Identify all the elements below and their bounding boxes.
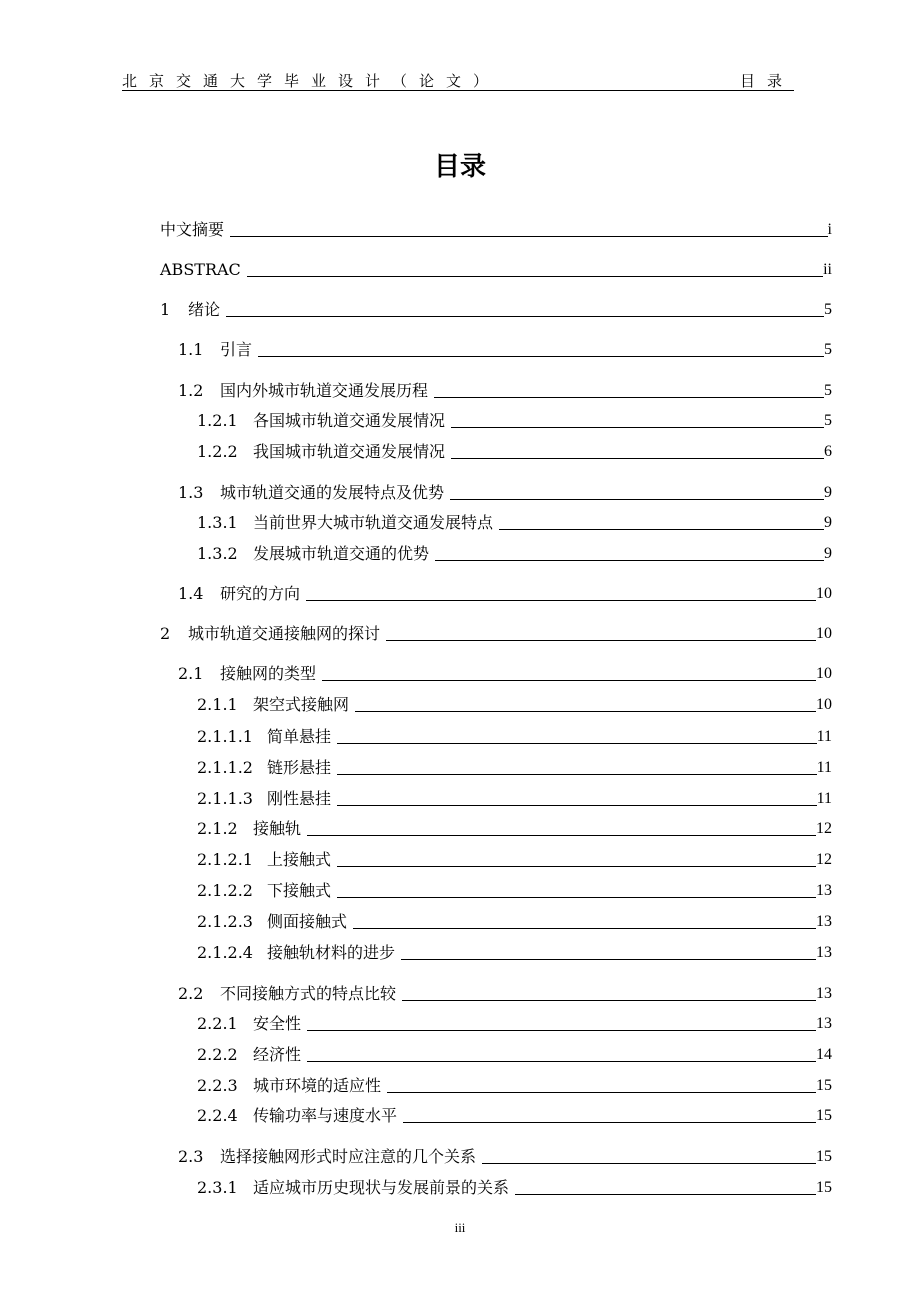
toc-entry[interactable] <box>160 258 832 280</box>
toc-entry-page: 6 <box>824 443 832 460</box>
toc-entry-page: 12 <box>816 851 832 868</box>
toc-entry[interactable] <box>197 787 832 809</box>
toc-leader-line <box>226 316 824 317</box>
toc-leader-line <box>451 458 824 459</box>
toc-entry-page: 11 <box>816 790 832 807</box>
toc-leader-line <box>307 1030 816 1031</box>
toc-leader-line <box>337 774 817 775</box>
toc-entry-page: 5 <box>824 412 832 429</box>
toc-entry[interactable] <box>197 1043 832 1065</box>
toc-entry-label: 中文摘要 <box>160 220 225 239</box>
toc-entry[interactable] <box>197 511 832 533</box>
toc-entry-number: 1.2.2 <box>197 442 238 461</box>
toc-leader-line <box>435 560 824 561</box>
toc-entry-label: 适应城市历史现状与发展前景的关系 <box>253 1178 510 1197</box>
toc-entry-label: 上接触式 <box>267 850 332 869</box>
toc-entry-label: 城市环境的适应性 <box>253 1076 382 1095</box>
toc-entry-label: 国内外城市轨道交通发展历程 <box>220 381 429 400</box>
toc-entry-label: 安全性 <box>253 1014 302 1033</box>
toc-leader-line <box>434 397 824 398</box>
header-thesis-title: 北京交通大学毕业设计（论文） <box>122 72 501 90</box>
toc-entry-page: 13 <box>816 882 832 899</box>
toc-leader-line <box>306 600 816 601</box>
toc-entry-number: 2.1.2.3 <box>197 912 253 931</box>
toc-leader-line <box>402 1000 816 1001</box>
toc-entry[interactable] <box>178 379 832 401</box>
toc-entry-label: 城市轨道交通接触网的探讨 <box>188 624 381 643</box>
toc-leader-line <box>337 743 817 744</box>
toc-entry[interactable] <box>178 1145 832 1167</box>
toc-entry-page: 15 <box>816 1179 832 1196</box>
toc-leader-line <box>353 928 816 929</box>
toc-entry-page: 10 <box>816 625 832 642</box>
toc-entry-number: 2.1.1.2 <box>197 758 253 777</box>
toc-entry-page: 10 <box>816 665 832 682</box>
toc-entry[interactable] <box>160 218 832 240</box>
toc-entry-number: 2.1.2.4 <box>197 943 253 962</box>
toc-entry-label: 链形悬挂 <box>267 758 332 777</box>
toc-entry-page: 13 <box>816 1015 832 1032</box>
header-section-name: 目录 <box>739 72 794 90</box>
toc-entry[interactable] <box>197 1176 832 1198</box>
toc-entry-label: 接触轨材料的进步 <box>267 943 396 962</box>
toc-entry-label: 我国城市轨道交通发展情况 <box>253 442 446 461</box>
toc-leader-line <box>307 1061 816 1062</box>
page-number: iii <box>454 1220 466 1235</box>
toc-entry-page: 13 <box>816 985 832 1002</box>
toc-entry-label: 当前世界大城市轨道交通发展特点 <box>253 513 494 532</box>
toc-entry-number: 2.3.1 <box>197 1178 238 1197</box>
toc-entry-page: 9 <box>824 545 832 562</box>
toc-entry[interactable] <box>197 848 832 870</box>
toc-entry[interactable] <box>197 440 832 462</box>
toc-entry-number: 2.1.1 <box>197 695 238 714</box>
toc-leader-line <box>230 236 828 237</box>
toc-entry[interactable] <box>197 941 832 963</box>
toc-entry-number: 2.2.1 <box>197 1014 238 1033</box>
toc-entry-label: 下接触式 <box>267 881 332 900</box>
toc-entry[interactable] <box>160 622 832 644</box>
toc-leader-line <box>247 276 823 277</box>
toc-leader-line <box>258 356 824 357</box>
toc-entry[interactable] <box>178 582 832 604</box>
toc-entry-number: 1.3.2 <box>197 544 238 563</box>
toc-entry[interactable] <box>197 879 832 901</box>
toc-entry[interactable] <box>178 481 832 503</box>
toc-entry-label: 发展城市轨道交通的优势 <box>253 544 430 563</box>
toc-entry-label: 接触网的类型 <box>220 664 317 683</box>
toc-entry[interactable] <box>197 542 832 564</box>
toc-entry-number: 2.2 <box>178 984 204 1003</box>
toc-leader-line <box>403 1122 816 1123</box>
toc-entry-page: 10 <box>816 585 832 602</box>
toc-entry-page: 10 <box>816 696 832 713</box>
toc-entry-label: 不同接触方式的特点比较 <box>220 984 397 1003</box>
toc-leader-line <box>451 427 824 428</box>
toc-entry-label: 研究的方向 <box>220 584 301 603</box>
toc-entry-number: 1.3.1 <box>197 513 238 532</box>
toc-leader-line <box>499 529 824 530</box>
toc-entry-number: 1.2.1 <box>197 411 238 430</box>
toc-entry-label: 选择接触网形式时应注意的几个关系 <box>220 1147 477 1166</box>
toc-leader-line <box>386 640 816 641</box>
toc-leader-line <box>387 1092 816 1093</box>
toc-leader-line <box>337 897 816 898</box>
toc-leader-line <box>450 499 824 500</box>
toc-entry-label: 传输功率与速度水平 <box>253 1106 398 1125</box>
toc-entry-number: 2.2.4 <box>197 1106 238 1125</box>
toc-entry-label: 侧面接触式 <box>267 912 348 931</box>
toc-entry-page: 5 <box>824 341 832 358</box>
toc-leader-line <box>482 1163 816 1164</box>
toc-entry[interactable] <box>197 1104 832 1126</box>
toc-entry-number: 1.3 <box>178 483 204 502</box>
toc-entry-number: 2.1.1.3 <box>197 789 253 808</box>
toc-entry-page: 15 <box>816 1077 832 1094</box>
toc-entry[interactable] <box>197 910 832 932</box>
toc-entry-number: 2.2.2 <box>197 1045 238 1064</box>
toc-entry-number: 2.1.2.2 <box>197 881 253 900</box>
toc-entry-label: 城市轨道交通的发展特点及优势 <box>220 483 445 502</box>
toc-entry-page: 13 <box>816 913 832 930</box>
toc-leader-line <box>401 959 816 960</box>
toc-entry-number: 1 <box>160 300 171 319</box>
toc-entry-number: 1.2 <box>178 381 204 400</box>
toc-entry-number: 1.1 <box>178 340 204 359</box>
toc-entry-page: 11 <box>816 759 832 776</box>
toc-entry[interactable] <box>197 409 832 431</box>
toc-entry-number: 1.4 <box>178 584 204 603</box>
toc-entry[interactable] <box>197 756 832 778</box>
toc-entry-number: 2.1 <box>178 664 204 683</box>
toc-entry-number: 2.1.2 <box>197 819 238 838</box>
toc-entry-number: 2.1.2.1 <box>197 850 253 869</box>
toc-entry-page: ii <box>823 261 832 278</box>
toc-leader-line <box>322 680 816 681</box>
toc-entry-page: i <box>827 221 832 238</box>
toc-entry-page: 9 <box>824 484 832 501</box>
toc-entry-label: 接触轨 <box>253 819 302 838</box>
toc-entry[interactable] <box>197 693 832 715</box>
toc-entry-label: 绪论 <box>188 300 221 319</box>
toc-entry-page: 13 <box>816 944 832 961</box>
toc-entry-label: 架空式接触网 <box>253 695 350 714</box>
toc-entry[interactable] <box>197 725 832 747</box>
toc-entry-label: 引言 <box>220 340 253 359</box>
toc-entry-page: 15 <box>816 1148 832 1165</box>
toc-entry-label: ABSTRAC <box>160 260 241 279</box>
toc-entry[interactable] <box>178 662 832 684</box>
toc-entry[interactable] <box>197 1074 832 1096</box>
toc-leader-line <box>515 1194 816 1195</box>
toc-entry-label: 简单悬挂 <box>267 727 332 746</box>
toc-entry-page: 15 <box>816 1107 832 1124</box>
toc-leader-line <box>307 835 816 836</box>
toc-entry-page: 5 <box>824 382 832 399</box>
toc-entry[interactable] <box>160 298 832 320</box>
toc-entry-label: 经济性 <box>253 1045 302 1064</box>
toc-entry-page: 5 <box>824 301 832 318</box>
toc-entry[interactable] <box>197 817 832 839</box>
toc-entry-label: 刚性悬挂 <box>267 789 332 808</box>
toc-entry-page: 14 <box>816 1046 832 1063</box>
toc-entry-number: 2.1.1.1 <box>197 727 253 746</box>
toc-entry-label: 各国城市轨道交通发展情况 <box>253 411 446 430</box>
toc-entry-number: 2 <box>160 624 171 643</box>
toc-entry[interactable] <box>178 982 832 1004</box>
toc-entry[interactable] <box>197 1012 832 1034</box>
toc-entry-number: 2.2.3 <box>197 1076 238 1095</box>
toc-entry-page: 9 <box>824 514 832 531</box>
toc-entry-page: 11 <box>816 728 832 745</box>
toc-leader-line <box>337 866 816 867</box>
toc-entry-page: 12 <box>816 820 832 837</box>
toc-entry-number: 2.3 <box>178 1147 204 1166</box>
toc-entry[interactable] <box>178 338 832 360</box>
toc-leader-line <box>355 711 816 712</box>
page-title: 目录 <box>433 152 486 182</box>
toc-leader-line <box>337 805 817 806</box>
